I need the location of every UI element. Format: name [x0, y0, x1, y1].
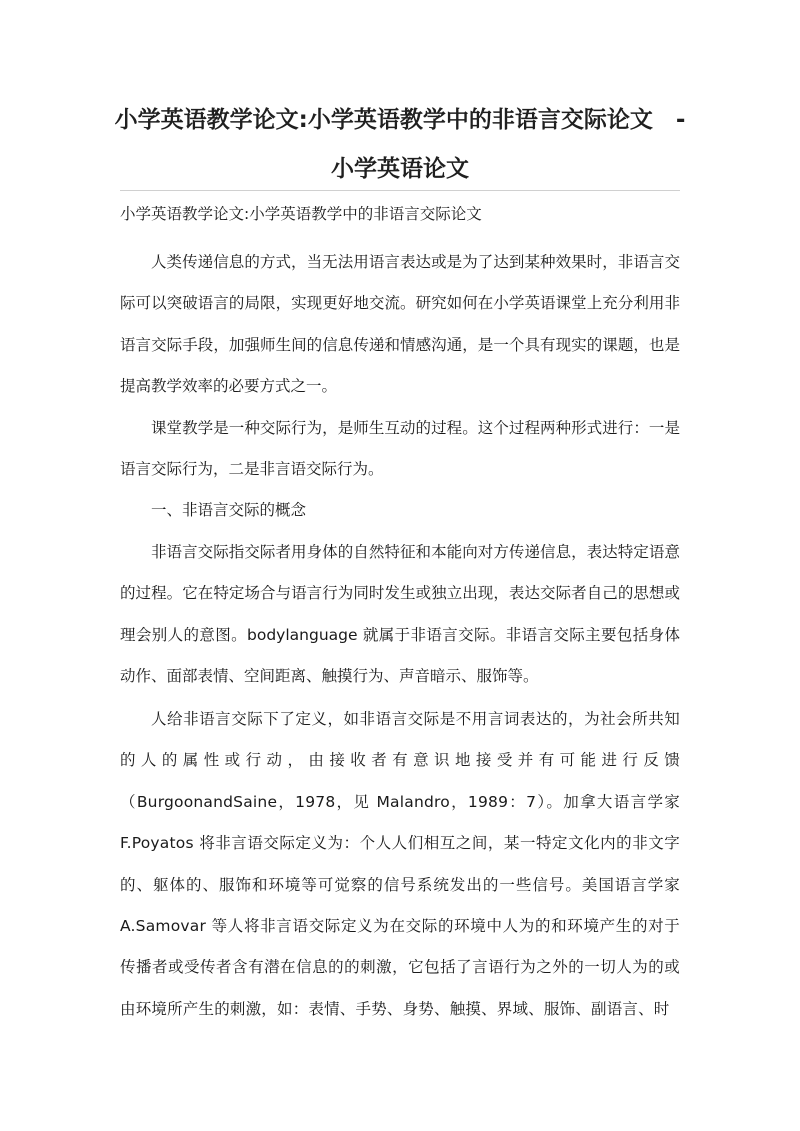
document-title: 小学英语教学论文:小学英语教学中的非语言交际论文 -小学英语论文	[114, 107, 686, 182]
document-subtitle: 小学英语教学论文:小学英语教学中的非语言交际论文	[120, 205, 482, 223]
paragraph-intro: 人类传递信息的方式，当无法用语言表达或是为了达到某种效果时，非语言交际可以突破语言的局限，实现更好地交流。研究如何在小学英语课堂上充分利用非语言交际手段，加强师生间的信息传递和情感沟通，是一个具有现实的课题，也是提高教学效率的必要方式之一。	[120, 253, 680, 396]
paragraph-classroom: 课堂教学是一种交际行为，是师生互动的过程。这个过程两种形式进行：一是语言交际行为，二是非言语交际行为。	[120, 419, 680, 479]
paragraph-concept: 非语言交际指交际者用身体的自然特征和本能向对方传递信息，表达特定语意的过程。它在特定场合与语言行为同时发生或独立出现，表达交际者自己的思想或理会别人的意图。bodylanguage 就属于非语言交际。非语言交际主要包括身体动作、面部表情、空间距离、触摸行为、声音暗示、服饰等。	[120, 543, 680, 686]
section-heading-1: 一、非语言交际的概念	[151, 501, 307, 519]
title-divider	[120, 190, 680, 191]
paragraph-definitions: 人给非语言交际下了定义，如非语言交际是不用言词表达的，为社会所共知的人的属性或行动，由接收者有意识地接受并有可能进行反馈（BurgoonandSaine，1978，见 Malandro，1989：7）。加拿大语言学家 F.Poyatos 将非言语交际定义为：个人人们相互之间，某一特定文化内的非文字的、躯体的、服饰和环境等可觉察的信号系统发出的一些信号。美国语言学家 A.Samovar 等人将非言语交际定义为在交际的环境中人为的和环境产生的对于传播者或受传者含有潜在信息的的刺激，它包括了言语行为之外的一切人为的或由环境所产生的刺激，如：表情、手势、身势、触摸、界域、服饰、副语言、时	[120, 710, 680, 1018]
